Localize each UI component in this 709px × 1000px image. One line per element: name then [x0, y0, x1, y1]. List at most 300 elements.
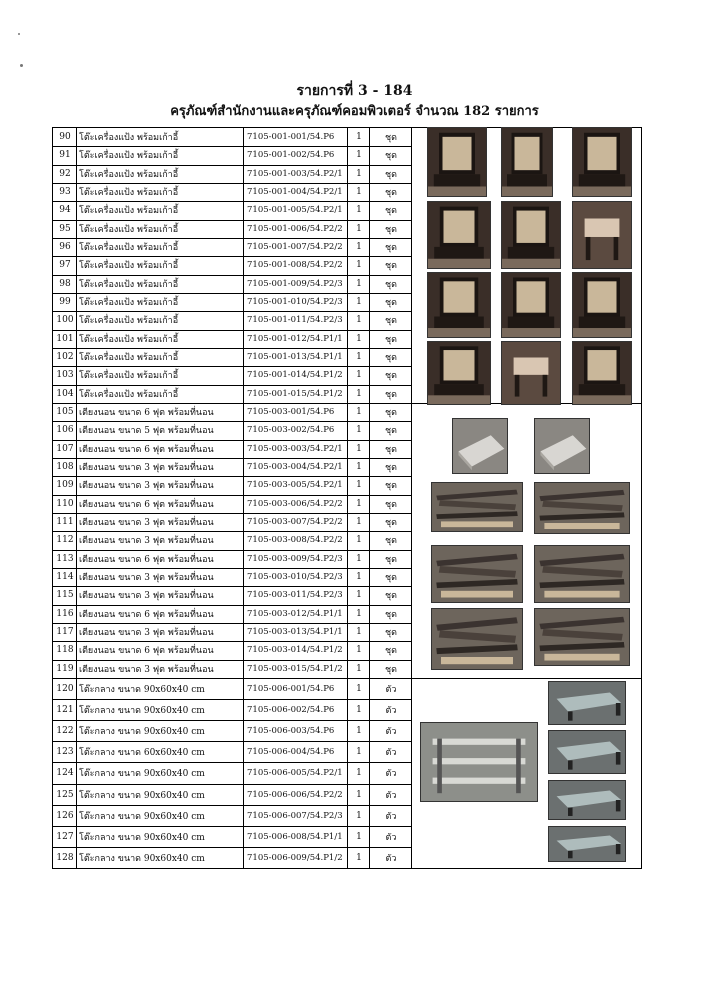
item-name: โต๊ะกลาง ขนาด 90x60x40 cm [79, 684, 205, 695]
unit: ชุด [385, 628, 397, 638]
quantity: 1 [356, 767, 362, 778]
item-name: โต๊ะเครื่องแป้ง พร้อมเก้าอี้ [79, 280, 179, 290]
bed-frame-pile-photo [534, 608, 630, 666]
table-row [53, 568, 463, 586]
row-divider [53, 826, 412, 827]
unit: ตัว [385, 768, 397, 779]
unit: ชุด [385, 665, 397, 675]
row-divider [53, 720, 412, 721]
asset-code: 7105-006-002/54.P6 [247, 704, 335, 715]
row-divider [53, 348, 412, 349]
asset-code: 7105-006-003/54.P6 [247, 725, 335, 736]
unit: ตัว [385, 684, 397, 695]
dressing-table-photo [572, 272, 632, 338]
item-name: โต๊ะกลาง ขนาด 90x60x40 cm [79, 811, 205, 822]
dressing-table-photo [501, 127, 553, 197]
row-divider [53, 741, 412, 742]
asset-code: 7105-001-007/54.P2/2 [247, 242, 343, 252]
row-number: 122 [56, 725, 74, 736]
asset-code: 7105-006-005/54.P2/1 [247, 767, 343, 778]
quantity: 1 [356, 407, 362, 417]
quantity: 1 [356, 480, 362, 490]
item-name: โต๊ะกลาง ขนาด 90x60x40 cm [79, 705, 205, 716]
item-name: เตียงนอน ขนาด 3 ฟุต พร้อมที่นอน [79, 463, 214, 473]
row-divider [53, 330, 412, 331]
row-number: 128 [56, 852, 74, 863]
table-row [53, 330, 463, 348]
item-name: โต๊ะเครื่องแป้ง พร้อมเก้าอี้ [79, 206, 179, 216]
item-name: เตียงนอน ขนาด 6 ฟุต พร้อมที่นอน [79, 408, 214, 418]
item-name: โต๊ะกลาง ขนาด 90x60x40 cm [79, 726, 205, 737]
row-divider [53, 458, 412, 459]
item-name: โต๊ะกลาง ขนาด 90x60x40 cm [79, 768, 205, 779]
unit: ชุด [385, 463, 397, 473]
item-name: โต๊ะเครื่องแป้ง พร้อมเก้าอี้ [79, 335, 179, 345]
glass-coffee-table-photo [548, 780, 626, 820]
asset-code: 7105-003-011/54.P2/3 [247, 590, 343, 600]
table-row [53, 146, 463, 164]
item-name: โต๊ะเครื่องแป้ง พร้อมเก้าอี้ [79, 390, 179, 400]
coffee-table-stack-photo [420, 722, 538, 802]
row-divider [53, 660, 412, 661]
quantity: 1 [356, 279, 362, 289]
row-divider [53, 440, 412, 441]
row-divider [53, 605, 412, 606]
row-divider [53, 586, 412, 587]
asset-code: 7105-003-005/54.P2/1 [247, 480, 343, 490]
table-row [53, 699, 463, 720]
table-row [53, 605, 463, 623]
asset-code: 7105-003-002/54.P6 [247, 425, 335, 435]
quantity: 1 [356, 169, 362, 179]
item-name: เตียงนอน ขนาด 3 ฟุต พร้อมที่นอน [79, 536, 214, 546]
quantity: 1 [356, 645, 362, 655]
table-row [53, 476, 463, 494]
row-number: 91 [59, 150, 71, 160]
quantity: 1 [356, 704, 362, 715]
row-divider [53, 550, 412, 551]
unit: ชุด [385, 261, 397, 271]
asset-code: 7105-006-008/54.P1/1 [247, 831, 343, 842]
quantity: 1 [356, 664, 362, 674]
asset-code: 7105-006-006/54.P2/2 [247, 789, 343, 800]
item-name: เตียงนอน ขนาด 6 ฟุต พร้อมที่นอน [79, 610, 214, 620]
item-name: โต๊ะกลาง ขนาด 60x60x40 cm [79, 747, 205, 758]
unit: ชุด [385, 133, 397, 143]
unit: ชุด [385, 500, 397, 510]
quantity: 1 [356, 683, 362, 694]
table-row [53, 762, 463, 783]
unit: ตัว [385, 705, 397, 716]
quantity: 1 [356, 789, 362, 800]
table-row [53, 660, 463, 678]
row-number: 113 [56, 554, 74, 564]
quantity: 1 [356, 746, 362, 757]
row-number: 125 [56, 789, 74, 800]
row-divider [53, 531, 412, 532]
row-number: 98 [59, 279, 71, 289]
table-row [53, 586, 463, 604]
row-divider [53, 495, 412, 496]
row-divider [53, 805, 412, 806]
asset-code: 7105-001-004/54.P2/1 [247, 187, 343, 197]
quantity: 1 [356, 260, 362, 270]
quantity: 1 [356, 334, 362, 344]
quantity: 1 [356, 831, 362, 842]
section-divider [53, 678, 641, 679]
row-number: 105 [56, 407, 74, 417]
unit: ชุด [385, 170, 397, 180]
row-number: 111 [56, 517, 74, 527]
row-divider [53, 165, 412, 166]
row-number: 115 [56, 590, 74, 600]
row-divider [53, 513, 412, 514]
unit: ชุด [385, 316, 397, 326]
row-number: 117 [56, 627, 74, 637]
quantity: 1 [356, 627, 362, 637]
table-row [53, 458, 463, 476]
row-number: 102 [56, 352, 74, 362]
row-divider [53, 568, 412, 569]
row-divider [53, 762, 412, 763]
quantity: 1 [356, 444, 362, 454]
unit: ตัว [385, 811, 397, 822]
item-name: โต๊ะเครื่องแป้ง พร้อมเก้าอี้ [79, 371, 179, 381]
unit: ชุด [385, 298, 397, 308]
item-name: เตียงนอน ขนาด 3 ฟุต พร้อมที่นอน [79, 518, 214, 528]
row-divider [53, 201, 412, 202]
quantity: 1 [356, 205, 362, 215]
row-divider [53, 293, 412, 294]
dressing-table-photo [427, 341, 491, 405]
row-number: 114 [56, 572, 74, 582]
item-name: โต๊ะกลาง ขนาด 90x60x40 cm [79, 832, 205, 843]
table-row [53, 238, 463, 256]
unit: ชุด [385, 536, 397, 546]
asset-code: 7105-003-008/54.P2/2 [247, 535, 343, 545]
unit: ชุด [385, 353, 397, 363]
asset-code: 7105-003-006/54.P2/2 [247, 499, 343, 509]
unit: ชุด [385, 445, 397, 455]
unit: ชุด [385, 243, 397, 253]
item-name: เตียงนอน ขนาด 3 ฟุต พร้อมที่นอน [79, 628, 214, 638]
row-number: 118 [56, 645, 74, 655]
item-name: โต๊ะกลาง ขนาด 90x60x40 cm [79, 790, 205, 801]
row-divider [53, 699, 412, 700]
unit: ชุด [385, 206, 397, 216]
item-name: เตียงนอน ขนาด 5 ฟุต พร้อมที่นอน [79, 426, 214, 436]
asset-code: 7105-001-001/54.P6 [247, 132, 335, 142]
quantity: 1 [356, 462, 362, 472]
row-divider [53, 641, 412, 642]
asset-code: 7105-001-015/54.P1/2 [247, 389, 343, 399]
quantity: 1 [356, 389, 362, 399]
table-row [53, 165, 463, 183]
asset-code: 7105-006-009/54.P1/2 [247, 852, 343, 863]
asset-code: 7105-003-009/54.P2/3 [247, 554, 343, 564]
unit: ตัว [385, 790, 397, 801]
asset-code: 7105-003-015/54.P1/2 [247, 664, 343, 674]
row-number: 93 [59, 187, 71, 197]
stool-photo [501, 341, 561, 405]
unit: ชุด [385, 591, 397, 601]
mattress-photo [452, 418, 508, 474]
row-divider [53, 275, 412, 276]
table-row [53, 720, 463, 741]
item-name: โต๊ะเครื่องแป้ง พร้อมเก้าอี้ [79, 243, 179, 253]
asset-code: 7105-003-013/54.P1/1 [247, 627, 343, 637]
asset-code: 7105-003-007/54.P2/2 [247, 517, 343, 527]
asset-code: 7105-001-006/54.P2/2 [247, 224, 343, 234]
quantity: 1 [356, 370, 362, 380]
bed-frame-pile-photo [431, 482, 523, 532]
table-row [53, 220, 463, 238]
item-name: เตียงนอน ขนาด 3 ฟุต พร้อมที่นอน [79, 591, 214, 601]
row-number: 127 [56, 831, 74, 842]
table-row [53, 440, 463, 458]
table-row [53, 805, 463, 826]
row-number: 90 [59, 132, 71, 142]
unit: ชุด [385, 426, 397, 436]
unit: ชุด [385, 280, 397, 290]
quantity: 1 [356, 725, 362, 736]
asset-code: 7105-003-001/54.P6 [247, 407, 335, 417]
asset-code: 7105-003-010/54.P2/3 [247, 572, 343, 582]
item-name: เตียงนอน ขนาด 3 ฟุต พร้อมที่นอน [79, 481, 214, 491]
bed-frame-pile-photo [431, 545, 523, 603]
item-name: โต๊ะเครื่องแป้ง พร้อมเก้าอี้ [79, 353, 179, 363]
unit: ชุด [385, 335, 397, 345]
item-name: โต๊ะเครื่องแป้ง พร้อมเก้าอี้ [79, 316, 179, 326]
quantity: 1 [356, 609, 362, 619]
item-name: เตียงนอน ขนาด 6 ฟุต พร้อมที่นอน [79, 646, 214, 656]
row-number: 109 [56, 480, 74, 490]
item-name: โต๊ะเครื่องแป้ง พร้อมเก้าอี้ [79, 298, 179, 308]
item-name: เตียงนอน ขนาด 3 ฟุต พร้อมที่นอน [79, 573, 214, 583]
quantity: 1 [356, 352, 362, 362]
unit: ชุด [385, 225, 397, 235]
scan-speck [20, 64, 23, 67]
table-row [53, 513, 463, 531]
row-number: 121 [56, 704, 74, 715]
unit: ชุด [385, 573, 397, 583]
item-name: โต๊ะเครื่องแป้ง พร้อมเก้าอี้ [79, 170, 179, 180]
item-name: เตียงนอน ขนาด 6 ฟุต พร้อมที่นอน [79, 555, 214, 565]
item-name: โต๊ะเครื่องแป้ง พร้อมเก้าอี้ [79, 188, 179, 198]
unit: ชุด [385, 610, 397, 620]
row-number: 120 [56, 683, 74, 694]
asset-code: 7105-001-014/54.P1/2 [247, 370, 343, 380]
row-number: 99 [59, 297, 71, 307]
asset-code: 7105-001-008/54.P2/2 [247, 260, 343, 270]
quantity: 1 [356, 517, 362, 527]
item-name: โต๊ะเครื่องแป้ง พร้อมเก้าอี้ [79, 151, 179, 161]
quantity: 1 [356, 224, 362, 234]
row-number: 104 [56, 389, 74, 399]
row-number: 123 [56, 746, 74, 757]
table-row [53, 741, 463, 762]
item-name: โต๊ะกลาง ขนาด 90x60x40 cm [79, 853, 205, 864]
table-row [53, 495, 463, 513]
table-row [53, 293, 463, 311]
page-subtitle: ครุภัณฑ์สำนักงานและครุภัณฑ์คอมพิวเตอร์ จำนวณ 182 รายการ [170, 104, 539, 119]
row-divider [53, 623, 412, 624]
quantity: 1 [356, 554, 362, 564]
row-number: 116 [56, 609, 74, 619]
row-number: 107 [56, 444, 74, 454]
asset-code: 7105-003-014/54.P1/2 [247, 645, 343, 655]
table-row [53, 641, 463, 659]
quantity: 1 [356, 242, 362, 252]
row-divider [53, 366, 412, 367]
asset-code: 7105-001-002/54.P6 [247, 150, 335, 160]
unit: ชุด [385, 555, 397, 565]
row-number: 119 [56, 664, 74, 674]
table-row [53, 421, 463, 439]
quantity: 1 [356, 425, 362, 435]
row-divider [53, 847, 412, 848]
row-number: 96 [59, 242, 71, 252]
row-number: 112 [56, 535, 74, 545]
bed-frame-pile-photo [534, 545, 630, 603]
quantity: 1 [356, 810, 362, 821]
page-title: รายการที่ 3 - 184 [296, 83, 413, 99]
glass-coffee-table-photo [548, 681, 626, 725]
glass-coffee-table-photo [548, 826, 626, 862]
row-number: 92 [59, 169, 71, 179]
row-divider [53, 183, 412, 184]
row-number: 95 [59, 224, 71, 234]
table-row [53, 826, 463, 847]
asset-code: 7105-001-003/54.P2/1 [247, 169, 343, 179]
table-row [53, 201, 463, 219]
row-number: 94 [59, 205, 71, 215]
quantity: 1 [356, 535, 362, 545]
table-row [53, 678, 463, 699]
row-number: 110 [56, 499, 74, 509]
glass-coffee-table-photo [548, 730, 626, 774]
table-row [53, 403, 463, 421]
scan-speck [18, 33, 20, 35]
row-number: 106 [56, 425, 74, 435]
mattress-photo [534, 418, 590, 474]
quantity: 1 [356, 499, 362, 509]
asset-code: 7105-001-012/54.P1/1 [247, 334, 343, 344]
asset-code: 7105-006-004/54.P6 [247, 746, 335, 757]
asset-code: 7105-001-005/54.P2/1 [247, 205, 343, 215]
asset-code: 7105-006-001/54.P6 [247, 683, 335, 694]
item-name: เตียงนอน ขนาด 3 ฟุต พร้อมที่นอน [79, 665, 214, 675]
asset-code: 7105-001-013/54.P1/1 [247, 352, 343, 362]
quantity: 1 [356, 297, 362, 307]
table-row [53, 311, 463, 329]
unit: ตัว [385, 726, 397, 737]
dressing-table-photo [427, 272, 491, 338]
asset-code: 7105-001-009/54.P2/3 [247, 279, 343, 289]
table-row [53, 366, 463, 384]
table-row [53, 348, 463, 366]
stool-photo [572, 201, 632, 269]
asset-code: 7105-003-004/54.P2/1 [247, 462, 343, 472]
unit: ชุด [385, 188, 397, 198]
table-row [53, 550, 463, 568]
dressing-table-photo [501, 201, 561, 269]
dressing-table-photo [427, 201, 491, 269]
table-row [53, 256, 463, 274]
asset-code: 7105-001-011/54.P2/3 [247, 315, 343, 325]
row-number: 103 [56, 370, 74, 380]
dressing-table-photo [572, 341, 632, 405]
bed-frame-pile-photo [534, 482, 630, 534]
table-row [53, 784, 463, 805]
unit: ชุด [385, 371, 397, 381]
quantity: 1 [356, 590, 362, 600]
asset-code: 7105-001-010/54.P2/3 [247, 297, 343, 307]
row-divider [53, 238, 412, 239]
item-name: เตียงนอน ขนาด 6 ฟุต พร้อมที่นอน [79, 500, 214, 510]
item-name: เตียงนอน ขนาด 6 ฟุต พร้อมที่นอน [79, 445, 214, 455]
item-name: โต๊ะเครื่องแป้ง พร้อมเก้าอี้ [79, 225, 179, 235]
table-row [53, 847, 463, 868]
unit: ตัว [385, 747, 397, 758]
unit: ตัว [385, 832, 397, 843]
table-row [53, 128, 463, 146]
quantity: 1 [356, 315, 362, 325]
table-row [53, 275, 463, 293]
row-divider [53, 476, 412, 477]
asset-code: 7105-006-007/54.P2/3 [247, 810, 343, 821]
table-row [53, 385, 463, 403]
unit: ตัว [385, 853, 397, 864]
table-row [53, 623, 463, 641]
row-number: 126 [56, 810, 74, 821]
row-number: 108 [56, 462, 74, 472]
quantity: 1 [356, 132, 362, 142]
quantity: 1 [356, 150, 362, 160]
quantity: 1 [356, 572, 362, 582]
row-divider [53, 220, 412, 221]
dressing-table-photo [572, 127, 632, 197]
row-divider [53, 311, 412, 312]
row-number: 101 [56, 334, 74, 344]
dressing-table-photo [427, 127, 487, 197]
unit: ชุด [385, 408, 397, 418]
row-divider [53, 421, 412, 422]
bed-frame-pile-photo [431, 608, 523, 670]
unit: ชุด [385, 151, 397, 161]
item-name: โต๊ะเครื่องแป้ง พร้อมเก้าอี้ [79, 133, 179, 143]
row-number: 100 [56, 315, 74, 325]
unit: ชุด [385, 390, 397, 400]
asset-code: 7105-003-012/54.P1/1 [247, 609, 343, 619]
quantity: 1 [356, 187, 362, 197]
row-divider [53, 385, 412, 386]
unit: ชุด [385, 646, 397, 656]
row-number: 97 [59, 260, 71, 270]
row-divider [53, 256, 412, 257]
row-number: 124 [56, 767, 74, 778]
row-divider [53, 146, 412, 147]
row-divider [53, 784, 412, 785]
quantity: 1 [356, 852, 362, 863]
asset-code: 7105-003-003/54.P2/1 [247, 444, 343, 454]
dressing-table-photo [501, 272, 561, 338]
table-row [53, 531, 463, 549]
table-row [53, 183, 463, 201]
item-name: โต๊ะเครื่องแป้ง พร้อมเก้าอี้ [79, 261, 179, 271]
unit: ชุด [385, 518, 397, 528]
unit: ชุด [385, 481, 397, 491]
